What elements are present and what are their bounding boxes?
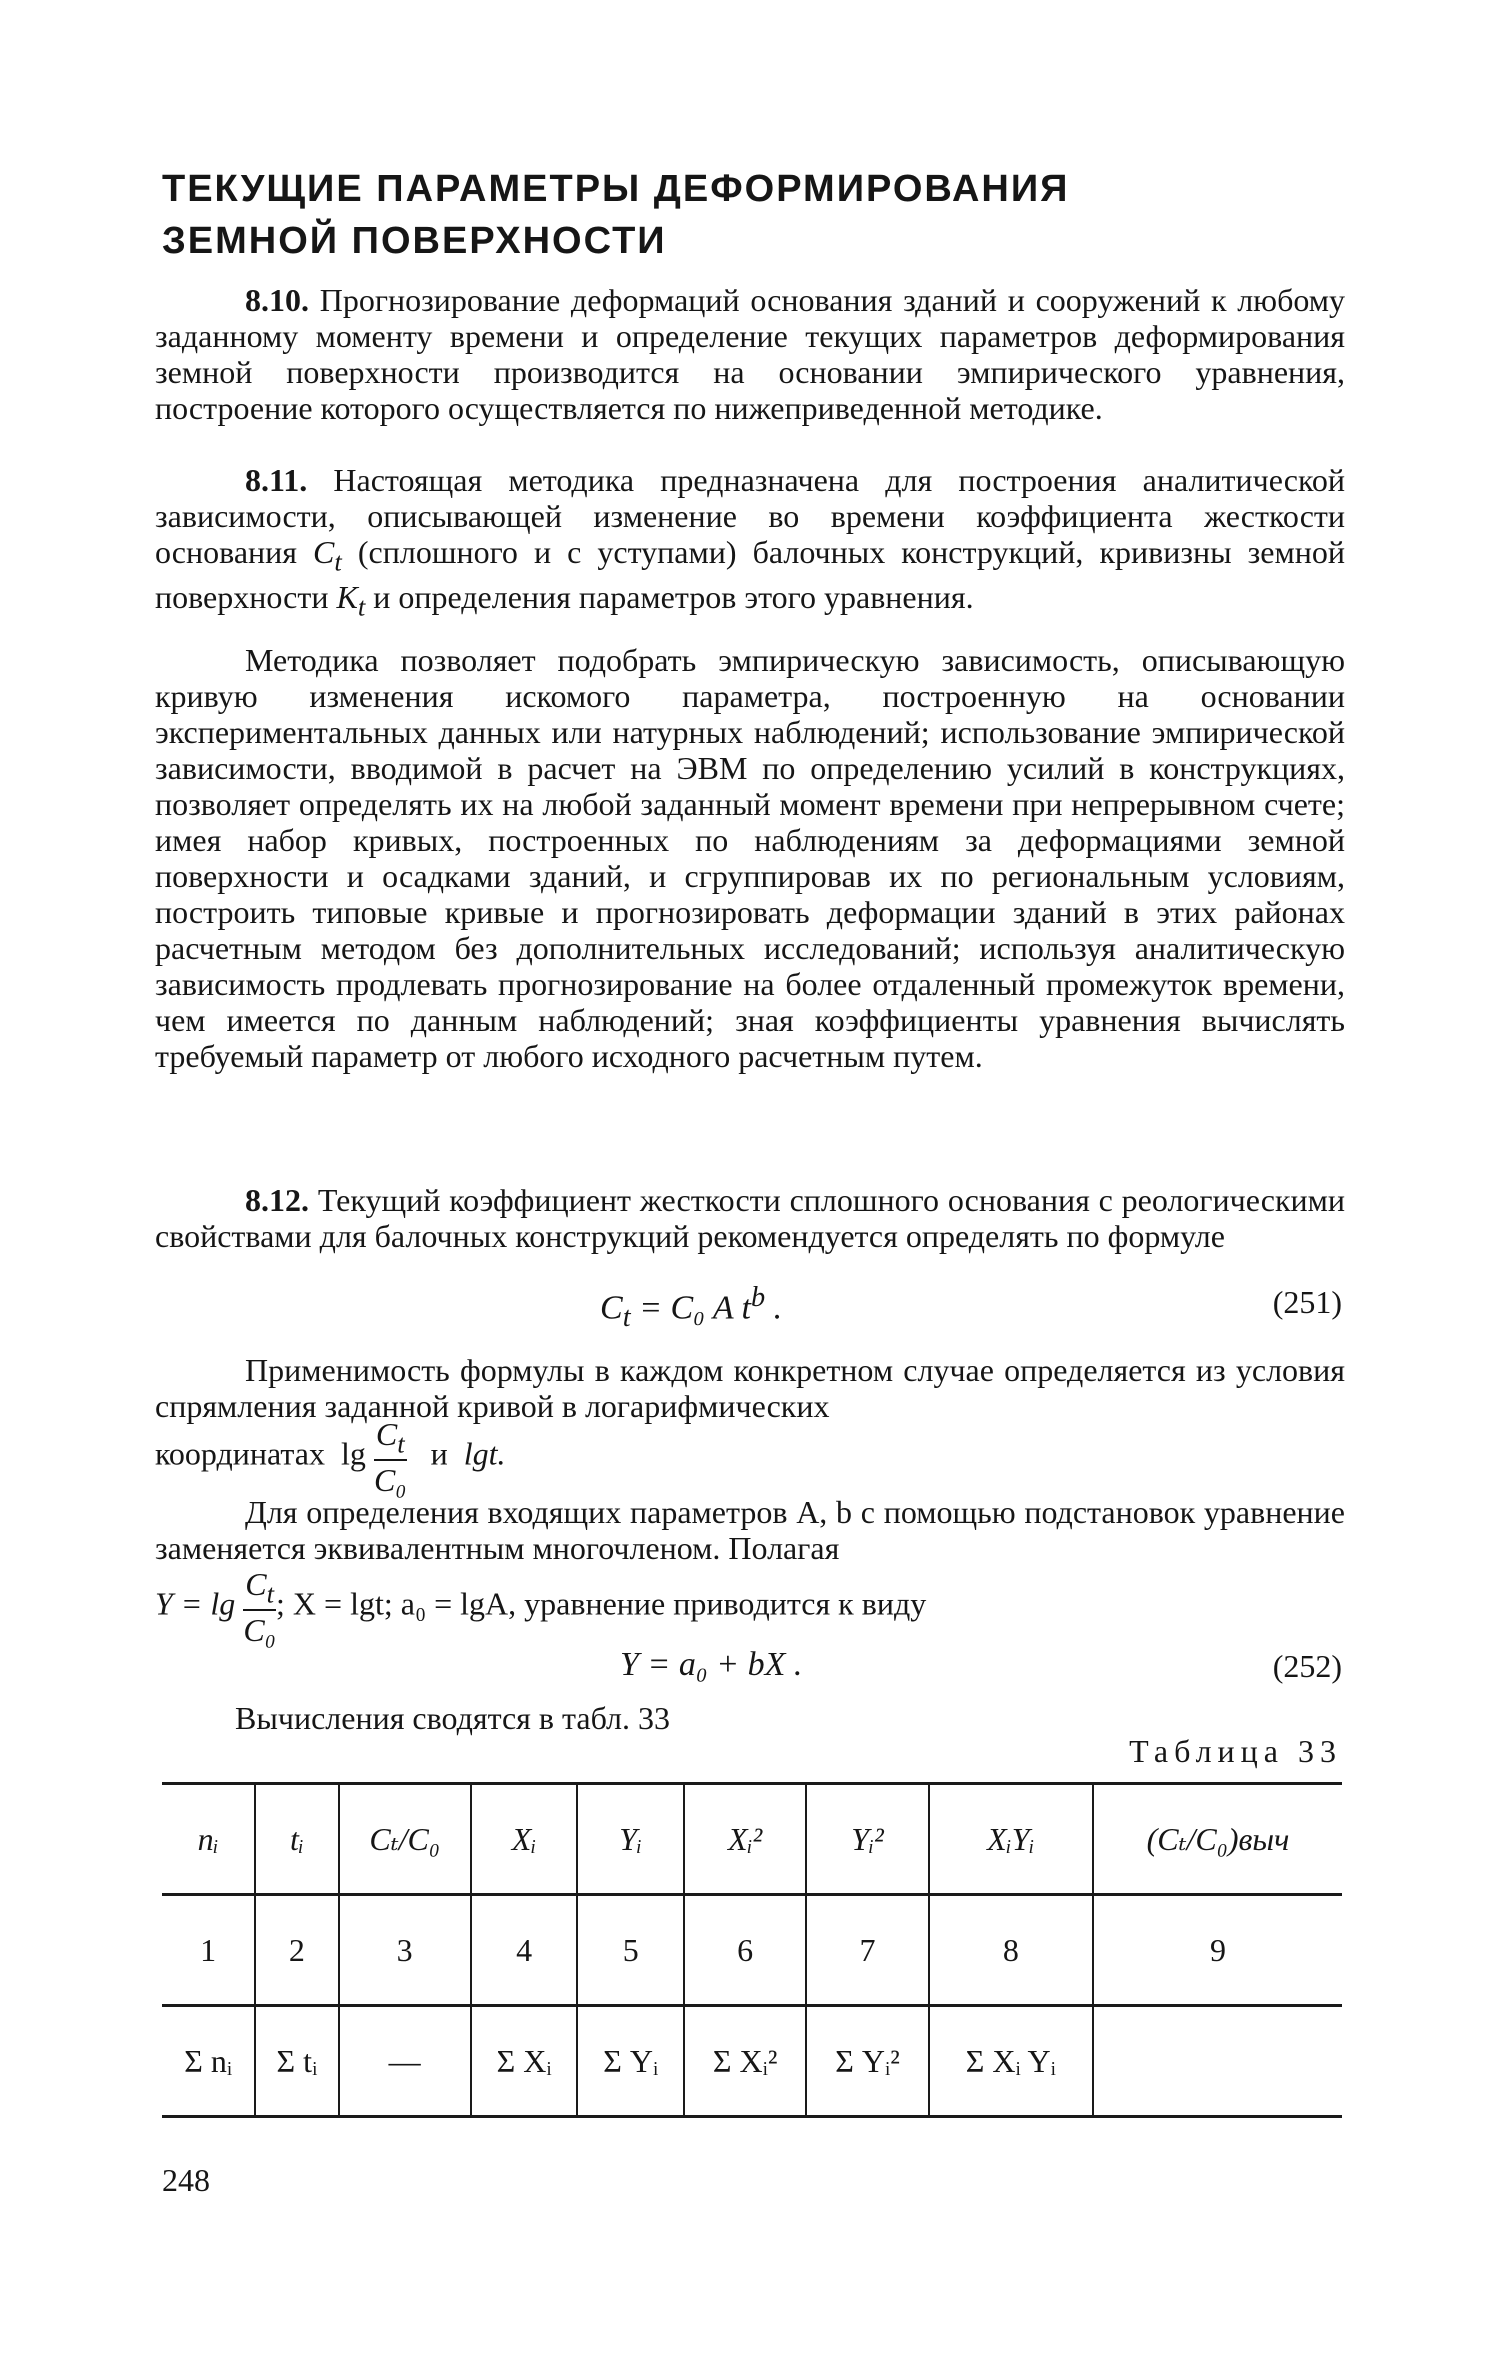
paragraph-8-12	[155, 1182, 1345, 1254]
paragraph-text: Текущий коэффициент жесткости сплошного основания с реологическими свойствами для балочных конструкций рекомендуется определять по формуле	[155, 1182, 1346, 1254]
paragraph-8-10	[155, 282, 1345, 426]
equation-number-251: (251)	[1272, 1284, 1342, 1320]
section-heading	[162, 163, 1362, 267]
paragraph-applicability: Применимость формулы в каждом конкретном случае определяется из условия спрямления заданной кривой в логарифмических	[155, 1352, 1345, 1424]
header-ct-c0: Cₜ/C₀	[339, 1784, 471, 1895]
header-x2: Xᵢ²	[684, 1784, 806, 1895]
header-n: nᵢ	[162, 1784, 255, 1895]
table-cell: 8	[929, 1895, 1093, 2006]
table-cell	[1093, 2006, 1342, 2117]
table-row	[162, 2006, 1342, 2117]
heading-line-1: ТЕКУЩИЕ ПАРАМЕТРЫ ДЕФОРМИРОВАНИЯ	[162, 168, 1070, 210]
header-y: Yᵢ	[577, 1784, 684, 1895]
table-row	[162, 1895, 1342, 2006]
paragraph-text: Настоящая методика предназначена для построения аналитической зависимости, описывающей изменение во времени коэффициента жесткости основания	[155, 462, 1345, 570]
table-cell: Σ tᵢ	[255, 2006, 338, 2117]
ratio-ct-c0: $\frac{C_t}{\text{C₀}}$	[374, 1416, 407, 1499]
paragraph-text: и определения параметров этого уравнения.	[373, 579, 974, 616]
table-cell: 2	[255, 1895, 338, 2006]
symbol-kt: $K_t$	[336, 579, 366, 622]
table-33	[162, 1782, 1342, 2118]
table-cell: Σ Yᵢ²	[806, 2006, 928, 2117]
header-x: Xᵢ	[471, 1784, 578, 1895]
symbol-ct: $C_t$	[313, 534, 342, 577]
paragraph-methodology: Методика позволяет подобрать эмпирическую зависимость, описывающую кривую изменения искомого параметра, построенную на основании экспериментальных данных или натурных наблюдений; использование эмпирической зависимости, вводимой в расчет на ЭВМ по определению усилий в конструкциях, позволяет определять их на любой заданный момент времени при непрерывном счете; имея набор кривых, построенных по наблюдениям за деформациями земной поверхности и осадками зданий, и сгруппировав их по региональным условиям, построить типовые кривые и прогнозировать деформации зданий в этих районах расчетным методом без дополнительных исследований; используя аналитическую зависимость продлевать прогнозирование на более отдаленный промежуток времени, чем имеется по данным наблюдений; зная коэффициенты уравнения вычислять требуемый параметр от любого исходного расчетным путем.	[155, 642, 1345, 1074]
table-cell: 6	[684, 1895, 806, 2006]
log-coordinates: координатах lg $\frac{C_t}{\text{C₀}}$ и lgt.	[155, 1416, 506, 1499]
table-cell: 7	[806, 1895, 928, 2006]
table-cell: —	[339, 2006, 471, 2117]
table-cell: Σ Xᵢ²	[684, 2006, 806, 2117]
clause-number: 8.12.	[245, 1182, 309, 1218]
table-cell: 9	[1093, 1895, 1342, 2006]
paragraph-calculations: Вычисления сводятся в табл. 33	[235, 1700, 671, 1736]
heading-line-2: ЗЕМНОЙ ПОВЕРХНОСТИ	[162, 220, 667, 262]
header-ct-c0-calc: (Cₜ/C₀)выч	[1093, 1784, 1342, 1895]
table-cell: Σ nᵢ	[162, 2006, 255, 2117]
formula-251: $C_t = C_0$ A $t^b$ .	[600, 1282, 783, 1334]
paragraph-8-11	[155, 462, 1345, 625]
header-t: tᵢ	[255, 1784, 338, 1895]
table-cell: Σ Xᵢ	[471, 2006, 578, 2117]
table-cell: 3	[339, 1895, 471, 2006]
paragraph-definitions: Для определения входящих параметров A, b с помощью подстановок уравнение заменяется эквивалентным многочленом. Полагая	[155, 1494, 1345, 1566]
table-cell: 5	[577, 1895, 684, 2006]
paragraph-text: Прогнозирование деформаций основания зданий и сооружений к любому заданному моменту времени и определение текущих параметров деформирования земной поверхности производится на основании эмпирического уравнения, построение которого осуществляется по нижеприведенной методике.	[155, 282, 1346, 426]
paragraph-text: (сплошного и с уступами) балочных конструкций, кривизны земной поверхности	[155, 534, 1346, 616]
table-header-row	[162, 1784, 1342, 1895]
clause-number: 8.10.	[245, 282, 309, 318]
formula-252: Y = a₀ + bX .	[620, 1646, 803, 1683]
table-cell: Σ Yᵢ	[577, 2006, 684, 2117]
table-cell: 4	[471, 1895, 578, 2006]
clause-number: 8.11.	[245, 462, 308, 498]
header-xy: XᵢYᵢ	[929, 1784, 1093, 1895]
equation-number-252: (252)	[1272, 1648, 1342, 1684]
table-caption: Таблица 33	[1129, 1733, 1342, 1769]
table-cell: 1	[162, 1895, 255, 2006]
substitutions: Y = lg $\frac{C_t}{\text{C₀}}$ ; X = lgt; a₀ = lgA, уравнение приводится к виду	[155, 1566, 927, 1649]
ratio-ct-c0: $\frac{C_t}{\text{C₀}}$	[243, 1566, 276, 1649]
table-cell: Σ Xᵢ Yᵢ	[929, 2006, 1093, 2117]
page-number: 248	[162, 2162, 210, 2198]
header-y2: Yᵢ²	[806, 1784, 928, 1895]
